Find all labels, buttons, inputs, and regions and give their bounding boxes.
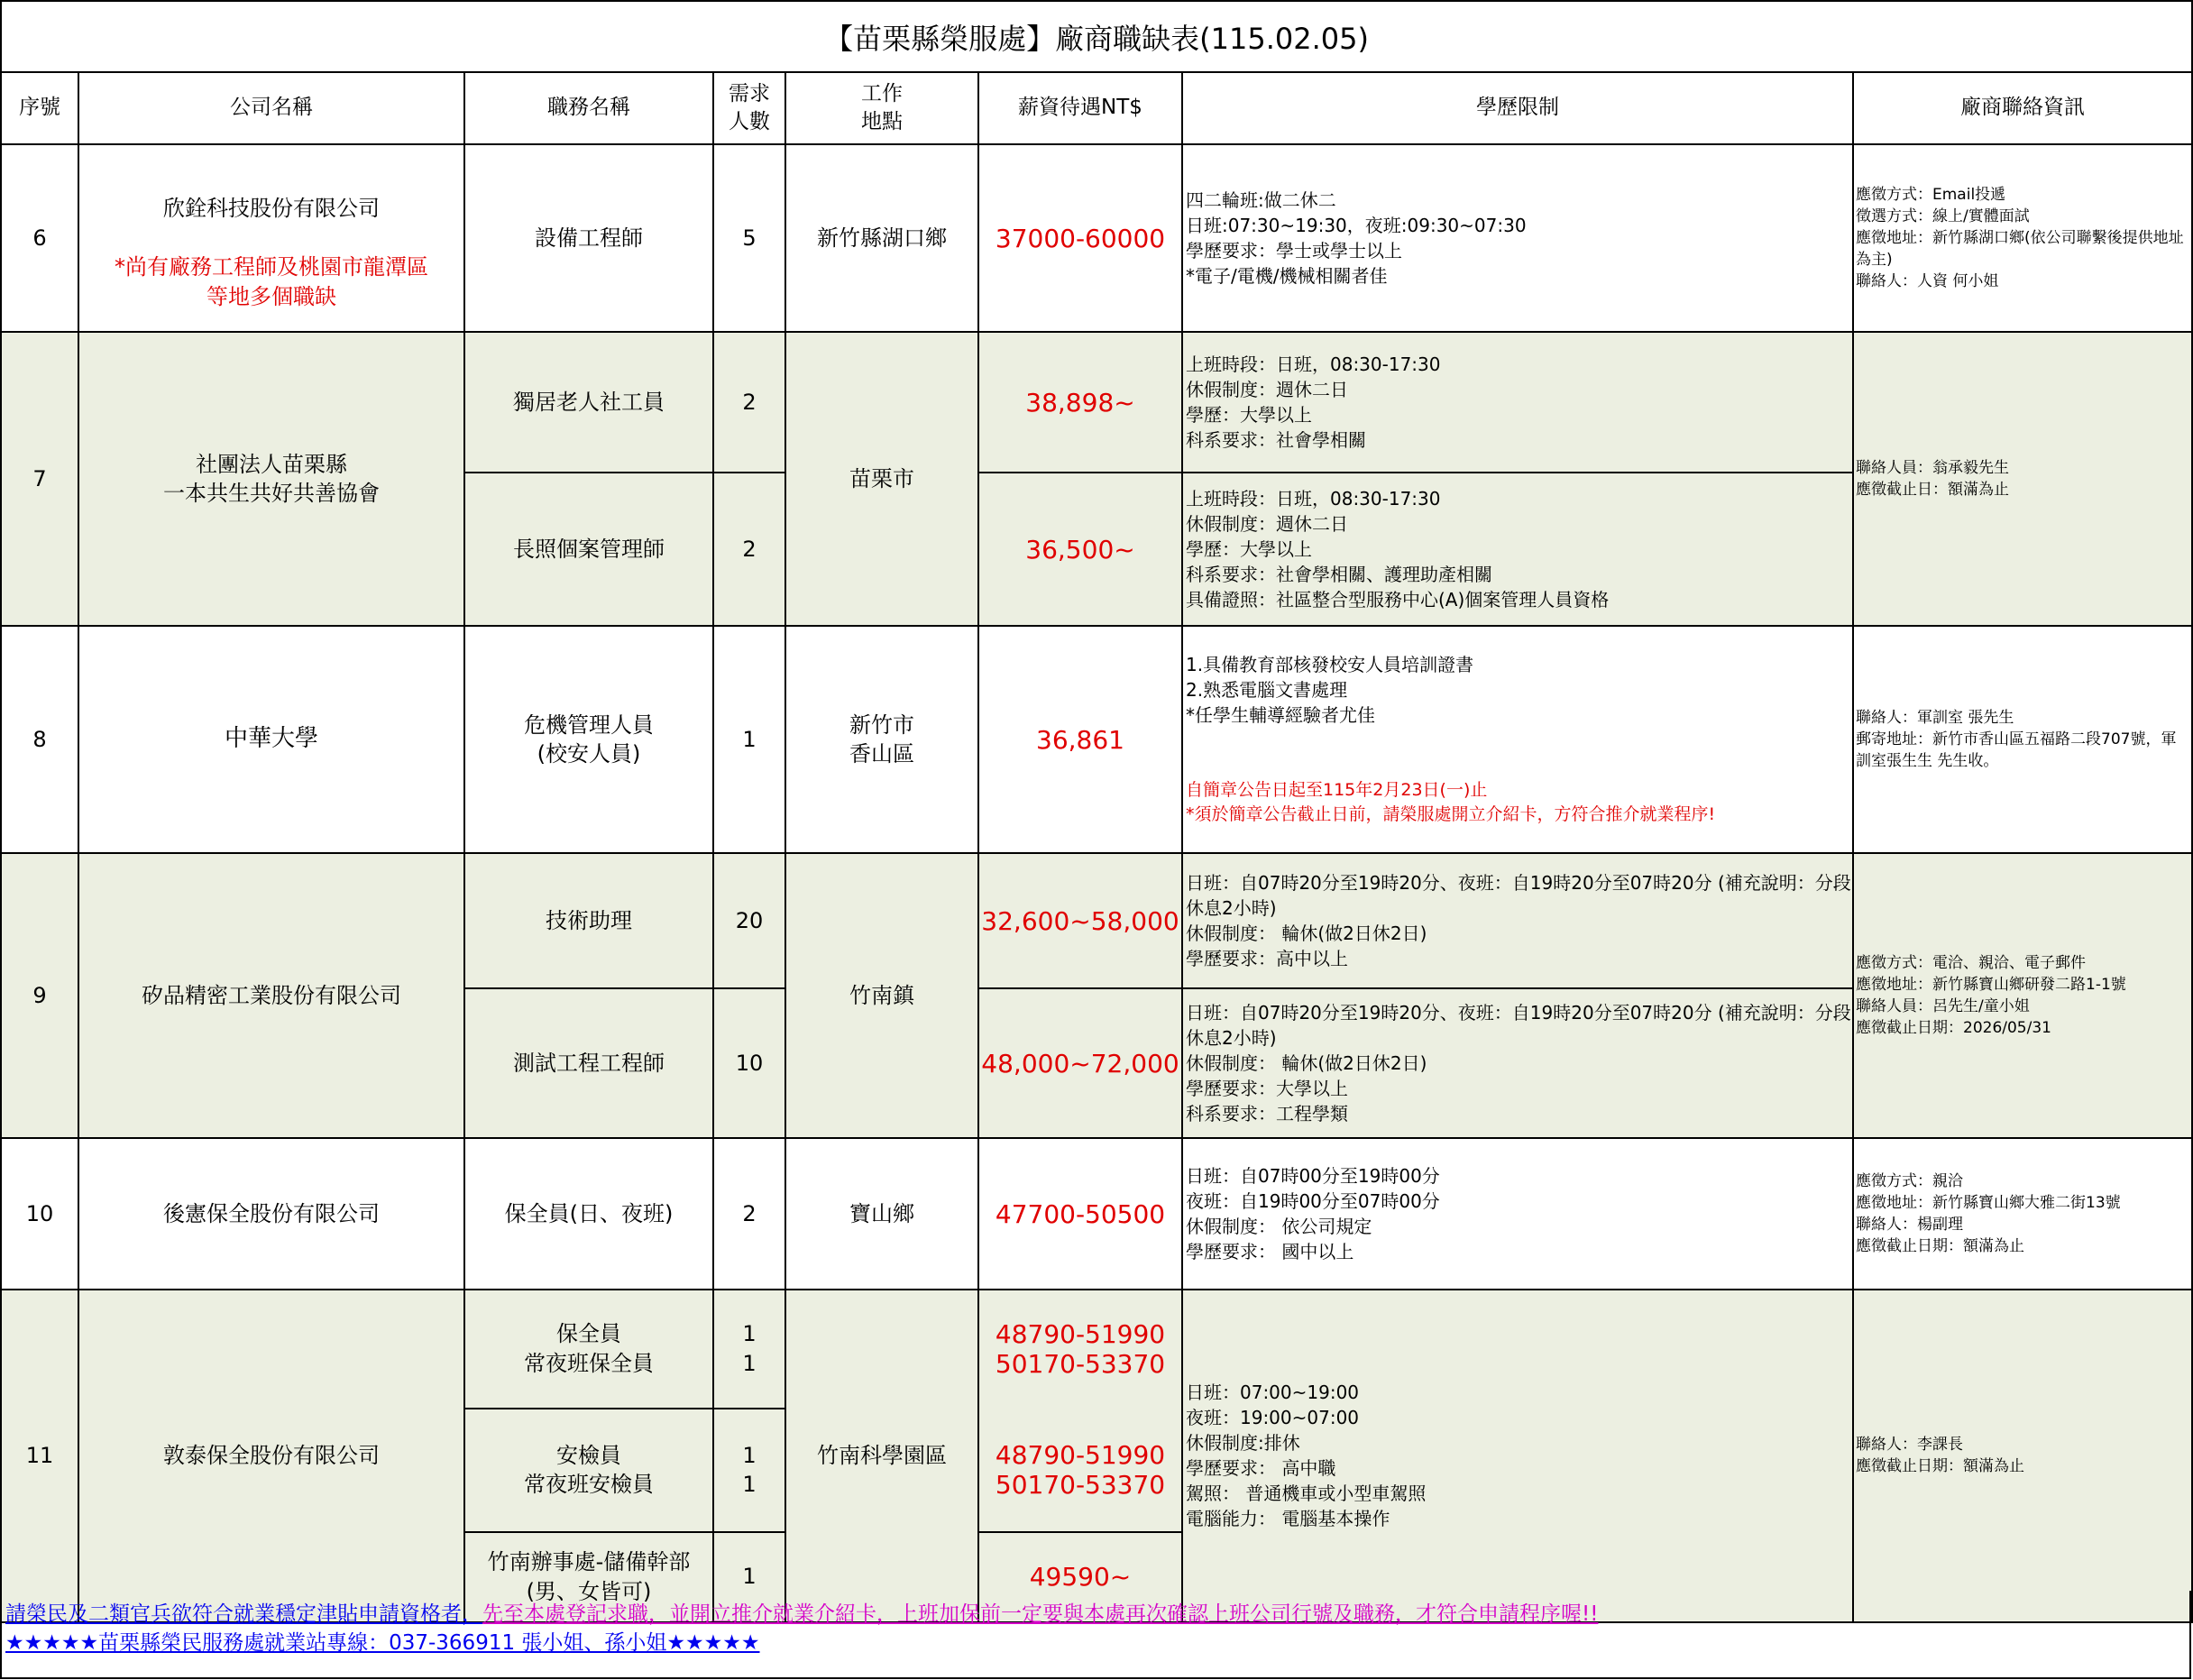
- work-location: 竹南科學園區: [785, 1290, 978, 1622]
- requirements: 上班時段：日班，08:30-17:30 休假制度：週休二日 學歷：大學以上 科系要求：社會學相關、護理助產相關 具備證照：社區整合型服務中心(A)個案管理人員資格: [1182, 473, 1853, 626]
- headcount: 2: [713, 1138, 785, 1290]
- footer-link-eligibility[interactable]: 請榮民及二類官兵欲符合就業穩定津貼申請資格者，: [5, 1602, 482, 1626]
- company-name: 後憲保全股份有限公司: [78, 1138, 464, 1290]
- company-name: 欣銓科技股份有限公司: [163, 196, 380, 222]
- requirements: 四二輪班:做二休二 日班:07:30~19:30，夜班:09:30~07:30 學歷要求：學士或學士以上 *電子/電機/機械相關者佳: [1182, 144, 1853, 332]
- header-location: 工作 地點: [785, 72, 978, 144]
- table-row: [1, 626, 2192, 853]
- salary: 50170-53370: [995, 1469, 1166, 1500]
- row-number: 11: [1, 1290, 78, 1622]
- headcount-pair: [713, 1409, 785, 1532]
- headcount: 2: [713, 332, 785, 473]
- work-location: 竹南鎮: [785, 853, 978, 1138]
- requirements: 日班：自07時20分至19時20分、夜班：自19時20分至07時20分 (補充說明：分段休息2小時) 休假制度： 輪休(做2日休2日) 學歷要求：高中以上: [1182, 853, 1853, 988]
- salary: 48790-51990: [995, 1319, 1166, 1350]
- company-name: 矽品精密工業股份有限公司: [78, 853, 464, 1138]
- row-number: 9: [1, 853, 78, 1138]
- table-row: [1, 1138, 2192, 1290]
- requirements: 1.具備教育部核發校安人員培訓證書 2.熟悉電腦文書處理 *任學生輔導經驗者尤佳: [1186, 654, 1474, 726]
- header-salary: 薪資待遇NT$: [978, 72, 1182, 144]
- job-title: 技術助理: [464, 853, 713, 988]
- salary: 36,500~: [978, 473, 1182, 626]
- job-title-pair: [464, 1290, 713, 1409]
- header-count: 需求 人數: [713, 72, 785, 144]
- table-title: 【苗栗縣榮服處】廠商職缺表(115.02.05): [1, 1, 2192, 72]
- headcount-pair: [713, 1290, 785, 1409]
- footer-notice: [0, 1591, 2191, 1679]
- contact-info: 聯絡人：軍訓室 張先生 郵寄地址：新竹市香山區五福路二段707號，軍訓室張生生 先生收。: [1853, 626, 2192, 853]
- contact-info: 應徵方式：電洽、親洽、電子郵件 應徵地址：新竹縣寶山鄉研發二路1-1號 聯絡人員：呂先生/童小姐 應徵截止日期：2026/05/31: [1853, 853, 2192, 1138]
- header-requirements: 學歷限制: [1182, 72, 1853, 144]
- contact-info: 應徵方式：Email投遞 徵選方式：線上/實體面試 應徵地址：新竹縣湖口鄉(依公司聯繫後提供地址為主) 聯絡人：人資 何小姐: [1853, 144, 2192, 332]
- job-title: 獨居老人社工員: [464, 332, 713, 473]
- company-name: 中華大學: [78, 626, 464, 853]
- contact-info: 應徵方式：親洽 應徵地址：新竹縣寶山鄉大雅二街13號 聯絡人：楊副理 應徵截止日期：額滿為止: [1853, 1138, 2192, 1290]
- headcount: 1: [713, 626, 785, 853]
- table-row: [1, 332, 2192, 473]
- job-title: 常夜班保全員: [524, 1350, 654, 1376]
- job-title: 設備工程師: [464, 144, 713, 332]
- job-title: 保全員: [556, 1321, 621, 1347]
- footer-link-hotline[interactable]: ★★★★★苗栗縣榮民服務處就業站專線：037-366911 張小姐、孫小姐★★★★★: [5, 1631, 760, 1655]
- work-location: 新竹縣湖口鄉: [785, 144, 978, 332]
- requirements: 日班：自07時20分至19時20分、夜班：自19時20分至07時20分 (補充說明：分段休息2小時) 休假制度： 輪休(做2日休2日) 學歷要求：大學以上 科系要求：工程學類: [1182, 988, 1853, 1138]
- headcount: 10: [713, 988, 785, 1138]
- row-number: 8: [1, 626, 78, 853]
- header-contact: 廠商聯絡資訊: [1853, 72, 2192, 144]
- headcount: 1: [713, 1532, 785, 1622]
- headcount: 1: [742, 1350, 757, 1376]
- headcount: 1: [742, 1321, 757, 1347]
- work-location: 苗栗市: [785, 332, 978, 626]
- job-title: 長照個案管理師: [464, 473, 713, 626]
- requirements: 日班：07:00~19:00 夜班：19:00~07:00 休假制度:排休 學歷要求： 高中職 駕照： 普通機車或小型車駕照 電腦能力： 電腦基本操作: [1182, 1290, 1853, 1622]
- row-number: 6: [1, 144, 78, 332]
- work-location: 新竹市 香山區: [785, 626, 978, 853]
- job-title: 安檢員: [556, 1442, 621, 1468]
- header-row: [1, 72, 2192, 144]
- requirements-cell: [1182, 626, 1853, 853]
- company-name: 社團法人苗栗縣 一本共生共好共善協會: [78, 332, 464, 626]
- row-number: 7: [1, 332, 78, 626]
- header-company: 公司名稱: [78, 72, 464, 144]
- salary: 37000-60000: [978, 144, 1182, 332]
- requirements-note: 自簡章公告日起至115年2月23日(一)止 *須於簡章公告截止日前，請榮服處開立介紹卡，方符合推介就業程序!: [1186, 780, 1716, 824]
- contact-info: 聯絡人：李課長 應徵截止日期：額滿為止: [1853, 1290, 2192, 1622]
- salary: 48790-51990: [995, 1439, 1166, 1470]
- salary: 48,000~72,000: [978, 988, 1182, 1138]
- headcount: 20: [713, 853, 785, 988]
- requirements: 上班時段：日班，08:30-17:30 休假制度：週休二日 學歷：大學以上 科系要求：社會學相關: [1182, 332, 1853, 473]
- job-title: 測試工程工程師: [464, 988, 713, 1138]
- table-row: [1, 853, 2192, 988]
- header-job: 職務名稱: [464, 72, 713, 144]
- salary-pair: [978, 1290, 1182, 1409]
- headcount: 1: [742, 1442, 757, 1468]
- company-name: 敦泰保全股份有限公司: [78, 1290, 464, 1622]
- salary: 50170-53370: [995, 1349, 1166, 1380]
- salary: 49590~: [978, 1532, 1182, 1622]
- table-row: [1, 1290, 2192, 1409]
- requirements: 日班：自07時00分至19時00分 夜班：自19時00分至07時00分 休假制度： 依公司規定 學歷要求： 國中以上: [1182, 1138, 1853, 1290]
- footer-link-procedure[interactable]: 先至本處登記求職，並開立推介就業介紹卡，上班加保前一定要與本處再次確認上班公司行號及職務，才符合申請程序喔!!: [482, 1602, 1599, 1626]
- salary: 32,600~58,000: [978, 853, 1182, 988]
- salary: 38,898~: [978, 332, 1182, 473]
- header-no: 序號: [1, 72, 78, 144]
- salary-pair: [978, 1409, 1182, 1532]
- company-note: *尚有廠務工程師及桃園市龍潭區 等地多個職缺: [115, 254, 428, 309]
- job-title: 危機管理人員 (校安人員): [464, 626, 713, 853]
- job-title: 常夜班安檢員: [524, 1472, 654, 1498]
- salary: 47700-50500: [978, 1138, 1182, 1290]
- row-number: 10: [1, 1138, 78, 1290]
- work-location: 寶山鄉: [785, 1138, 978, 1290]
- headcount: 1: [742, 1472, 757, 1498]
- job-title: 竹南辦事處-儲備幹部 (男、女皆可): [464, 1532, 713, 1622]
- headcount: 5: [713, 144, 785, 332]
- table-row: [1, 144, 2192, 332]
- headcount: 2: [713, 473, 785, 626]
- job-title-pair: [464, 1409, 713, 1532]
- contact-info: 聯絡人員：翁承毅先生 應徵截止日：額滿為止: [1853, 332, 2192, 626]
- salary: 36,861: [978, 626, 1182, 853]
- job-title: 保全員(日、夜班): [464, 1138, 713, 1290]
- company-cell: [78, 144, 464, 332]
